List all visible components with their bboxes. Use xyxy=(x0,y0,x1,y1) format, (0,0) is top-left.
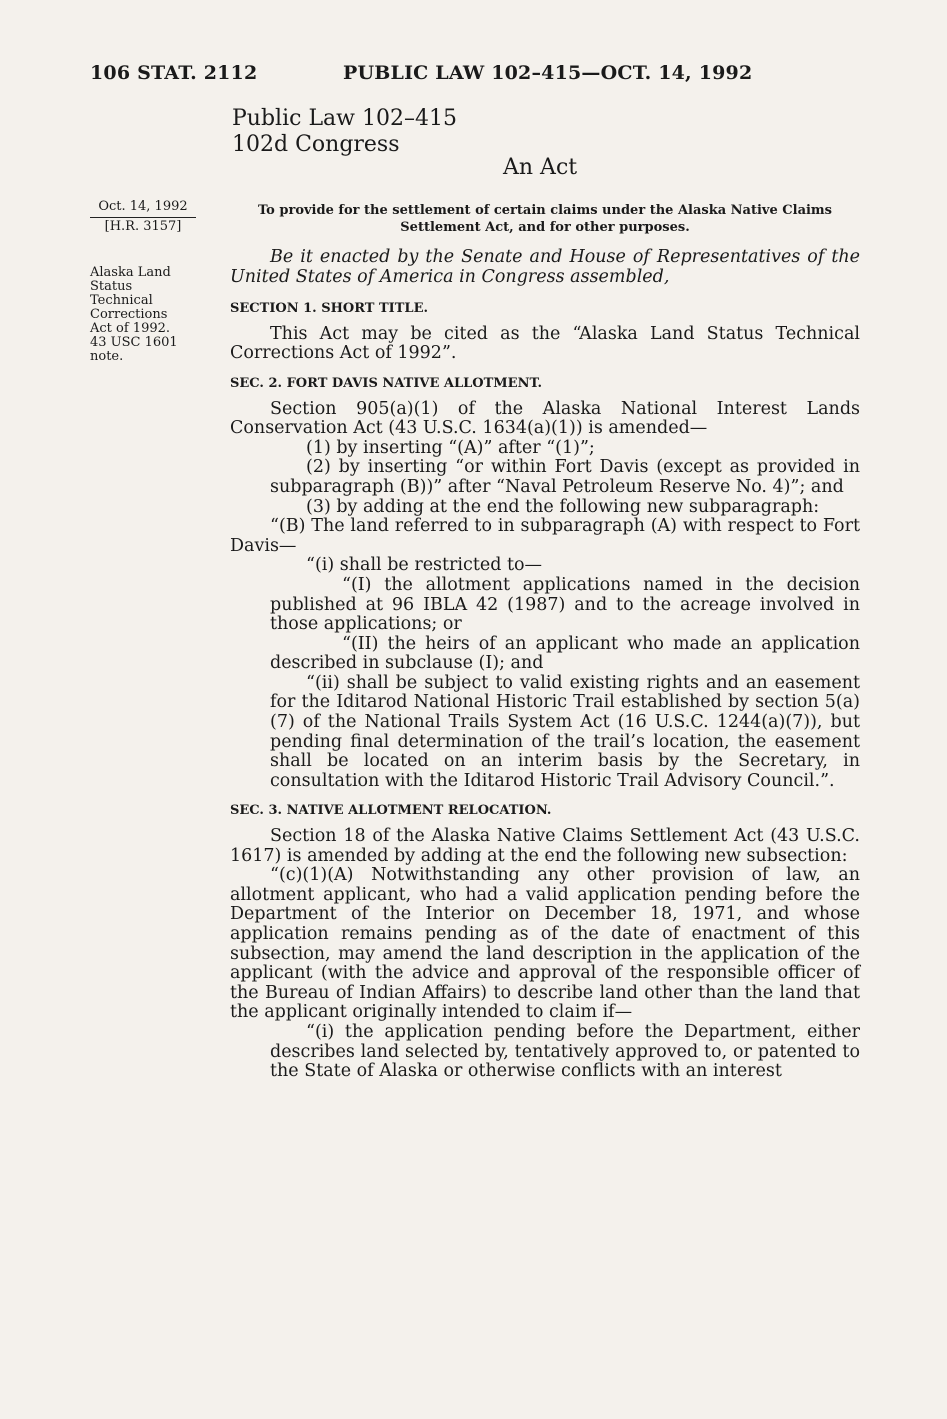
paragraph: “(II) the heirs of an applicant who made an application described in subclause (I); and xyxy=(270,633,860,674)
paragraph: This Act may be cited as the “Alaska Land Status Technical Corrections Act of 1992”. xyxy=(230,323,860,364)
section-heading: SEC. 2. FORT DAVIS NATIVE ALLOTMENT. xyxy=(230,375,542,391)
law-title-block xyxy=(232,106,457,158)
paragraph: (1) by inserting “(A)” after “(1)”; xyxy=(306,437,595,458)
congress: 102d Congress xyxy=(232,132,400,157)
act-heading: An Act xyxy=(503,155,578,180)
margin-date: Oct. 14, 1992 xyxy=(98,199,188,214)
section-heading: SECTION 1. SHORT TITLE. xyxy=(230,301,429,317)
law-date-header: PUBLIC LAW 102–415—OCT. 14, 1992 xyxy=(343,62,753,84)
enacting-clause: Be it enacted by the Senate and House of Representatives of the United States of America in Congress assembled, xyxy=(230,247,860,287)
act-body xyxy=(230,248,860,1082)
margin-note: Status xyxy=(90,279,133,294)
paragraph: Section 18 of the Alaska Native Claims Settlement Act (43 U.S.C. 1617) is amended by adding at the end the following new subsection: xyxy=(230,826,860,866)
margin-bill: [H.R. 3157] xyxy=(104,219,182,234)
paragraph: “(c)(1)(A) Notwithstanding any other provision of law, an allotment applicant, who had a valid application pending before the Department of the Interior on December 18, 1971, and whose application remains pending as of the date of enactment of this subsection, may amend the land description in the application of the applicant (with the advice and approval of the responsible officer of the Bureau of Indian Affairs) to describe land other than the land that the applicant originally intended to claim if— xyxy=(230,865,860,1023)
margin-note: Alaska Land xyxy=(90,265,171,280)
margin-divider xyxy=(90,217,196,218)
margin-date-block xyxy=(90,200,196,234)
paragraph: Section 905(a)(1) of the Alaska National Interest Lands Conservation Act (43 U.S.C. 1634(a)(1)) is amended— xyxy=(230,398,860,439)
section-heading: SEC. 3. NATIVE ALLOTMENT RELOCATION. xyxy=(230,803,552,819)
paragraph: (3) by adding at the end the following new subparagraph: xyxy=(306,496,820,517)
paragraph: “(ii) shall be subject to valid existing rights and an easement for the Iditarod National Historic Trail established by section 5(a)(7) of the National Trails System Act (16 U.S.C. 1244(a)(7)), but pending final determination of the trail’s location, the easement shall be located on an interim basis by the Secretary, in consultation with the Iditarod Historic Trail Advisory Council.”. xyxy=(270,672,860,791)
margin-note: Technical xyxy=(90,293,153,308)
purpose-statement: To provide for the settlement of certain claims under the Alaska Native Claims Settlement Act, and for other purposes. xyxy=(258,203,832,235)
margin-note: Corrections xyxy=(90,307,168,322)
margin-note: Act of 1992. xyxy=(90,321,171,336)
paragraph: “(B) The land referred to in subparagraph (A) with respect to Fort Davis— xyxy=(230,516,860,556)
law-number: Public Law 102–415 xyxy=(232,106,457,131)
margin-notes xyxy=(90,266,210,364)
paragraph: (2) by inserting “or within Fort Davis (except as provided in subparagraph (B))” after “Naval Petroleum Reserve No. 4)”; and xyxy=(270,457,860,497)
margin-note: 43 USC 1601 xyxy=(90,335,178,350)
stat-page-number: 106 STAT. 2112 xyxy=(90,62,258,84)
paragraph: “(I) the allotment applications named in the decision published at 96 IBLA 42 (1987) and to the acreage involved in those applications; or xyxy=(270,574,860,635)
paragraph: “(i) the application pending before the Department, either describes land selected by, tentatively approved to, or patented to the State of Alaska or otherwise conflicts with an interest xyxy=(270,1021,860,1082)
margin-note: note. xyxy=(90,349,124,364)
paragraph: “(i) shall be restricted to— xyxy=(306,555,543,576)
